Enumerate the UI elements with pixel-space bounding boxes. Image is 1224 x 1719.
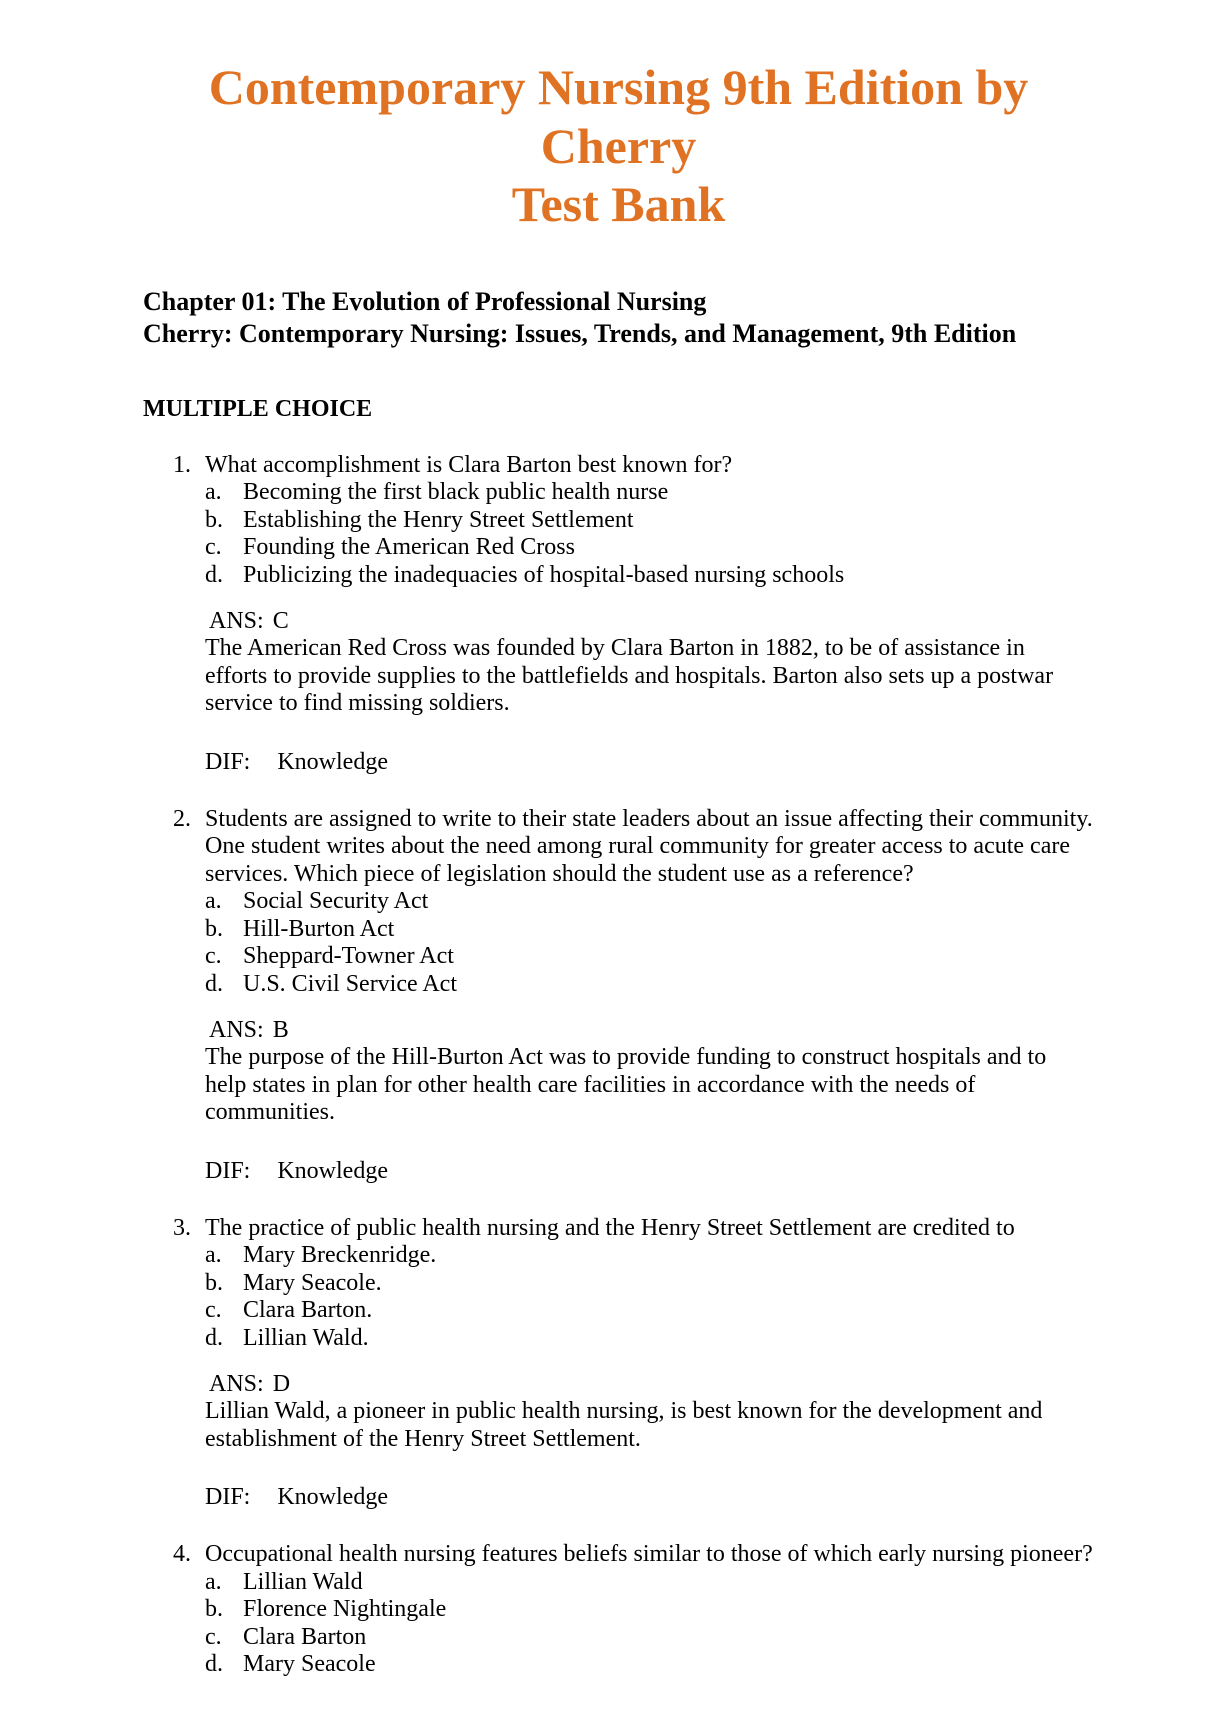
question-3 [143, 1215, 1094, 1512]
question-1-answer-block [205, 608, 1094, 777]
question-2-row [143, 806, 1094, 1186]
difficulty-label: DIF: [205, 1158, 251, 1185]
question-2-option-a [205, 888, 1094, 916]
question-2-answer-block [205, 1017, 1094, 1186]
answer-label: ANS: [209, 607, 264, 634]
question-4-option-a [205, 1569, 1094, 1597]
question-2-difficulty-line [205, 1158, 1094, 1186]
option-text: Hill-Burton Act [243, 915, 395, 942]
option-letter: c. [205, 1623, 222, 1650]
question-2 [143, 806, 1094, 1186]
question-2-rationale: The purpose of the Hill-Burton Act was to provide funding to construct hospitals and to help states in plan for other health care facilities in accordance with the needs of communities. [205, 1044, 1047, 1126]
question-1-body [205, 452, 1094, 777]
option-letter: b. [205, 506, 223, 533]
question-3-option-a [205, 1242, 1094, 1270]
question-3-option-b [205, 1270, 1094, 1298]
question-1-text: What accomplishment is Clara Barton best known for? [205, 451, 733, 478]
question-4-row [143, 1541, 1094, 1679]
option-text: Establishing the Henry Street Settlement [243, 506, 634, 533]
option-letter: c. [205, 943, 222, 970]
answer-label: ANS: [209, 1370, 264, 1397]
question-3-difficulty-line [205, 1484, 1094, 1512]
option-text: Sheppard-Towner Act [243, 943, 454, 970]
chapter-block [143, 286, 1094, 351]
book-heading: Cherry: Contemporary Nursing: Issues, Trends, and Management, 9th Edition [143, 319, 1017, 348]
question-4-text: Occupational health nursing features beliefs similar to those of which early nursing pioneer? [205, 1540, 1093, 1567]
question-4-option-d [205, 1651, 1094, 1679]
option-letter: a. [205, 1568, 222, 1595]
option-letter: b. [205, 915, 223, 942]
option-letter: c. [205, 534, 222, 561]
question-4-option-c [205, 1624, 1094, 1652]
answer-value: C [272, 607, 289, 634]
option-letter: a. [205, 479, 222, 506]
question-1-row [143, 452, 1094, 777]
question-2-body [205, 806, 1094, 1186]
difficulty-label: DIF: [205, 748, 251, 775]
question-4-option-b [205, 1596, 1094, 1624]
question-1-option-c [205, 534, 1094, 562]
option-text: Becoming the first black public health nurse [243, 479, 669, 506]
question-3-number: 3. [173, 1214, 191, 1241]
option-text: U.S. Civil Service Act [243, 971, 457, 998]
answer-value: B [272, 1016, 289, 1043]
question-1-option-d [205, 562, 1094, 590]
question-4 [143, 1541, 1094, 1679]
question-1 [143, 452, 1094, 777]
question-1-rationale: The American Red Cross was founded by Clara Barton in 1882, to be of assistance in efforts to provide supplies to the battlefields and hospitals. Barton also sets up a postwar service to find missing soldiers. [205, 635, 1054, 717]
question-3-answer-block [205, 1371, 1094, 1512]
option-letter: b. [205, 1596, 223, 1623]
option-letter: c. [205, 1297, 222, 1324]
option-letter: b. [205, 1269, 223, 1296]
answer-label: ANS: [209, 1016, 264, 1043]
section-heading: MULTIPLE CHOICE [143, 395, 373, 422]
option-text: Lillian Wald. [243, 1325, 369, 1352]
option-letter: d. [205, 561, 223, 588]
question-3-answer-line [205, 1371, 1094, 1399]
question-1-difficulty-line [205, 749, 1094, 777]
question-1-number: 1. [173, 451, 191, 478]
document-title [143, 58, 1094, 234]
option-text: Mary Seacole. [243, 1269, 382, 1296]
question-1-answer-line [205, 608, 1094, 636]
option-text: Founding the American Red Cross [243, 534, 575, 561]
question-2-answer-line [205, 1017, 1094, 1045]
question-3-text: The practice of public health nursing and the Henry Street Settlement are credited to [205, 1214, 1015, 1241]
chapter-heading: Chapter 01: The Evolution of Professional Nursing [143, 286, 707, 316]
option-text: Lillian Wald [243, 1568, 363, 1595]
option-letter: d. [205, 1651, 223, 1678]
option-letter: d. [205, 971, 223, 998]
difficulty-label: DIF: [205, 1484, 251, 1511]
document-title-line1: Contemporary Nursing 9th Edition by Cherry [208, 59, 1029, 174]
answer-value: D [272, 1370, 291, 1397]
question-1-option-b [205, 507, 1094, 535]
option-letter: d. [205, 1325, 223, 1352]
question-2-option-c [205, 943, 1094, 971]
question-1-option-a [205, 479, 1094, 507]
question-2-option-b [205, 916, 1094, 944]
difficulty-value: Knowledge [277, 1158, 388, 1185]
difficulty-value: Knowledge [277, 748, 388, 775]
option-text: Clara Barton [243, 1623, 367, 1650]
question-3-option-d [205, 1325, 1094, 1353]
question-3-rationale: Lillian Wald, a pioneer in public health nursing, is best known for the development and establishment of the Henry Street Settlement. [205, 1398, 1043, 1452]
option-text: Mary Seacole [243, 1651, 376, 1678]
option-text: Clara Barton. [243, 1297, 373, 1324]
question-4-number: 4. [173, 1540, 191, 1567]
document-title-line2: Test Bank [511, 176, 726, 232]
option-text: Social Security Act [243, 888, 429, 915]
option-text: Publicizing the inadequacies of hospital-based nursing schools [243, 561, 845, 588]
question-2-number: 2. [173, 805, 191, 832]
option-text: Florence Nightingale [243, 1596, 447, 1623]
question-3-option-c [205, 1297, 1094, 1325]
option-letter: a. [205, 1242, 222, 1269]
question-2-text: Students are assigned to write to their state leaders about an issue affecting their community. One student writes about the need among rural community for greater access to acute care services. Which piece of legislation should the student use as a reference? [205, 805, 1093, 887]
question-3-body [205, 1215, 1094, 1512]
option-text: Mary Breckenridge. [243, 1242, 437, 1269]
difficulty-value: Knowledge [277, 1484, 388, 1511]
question-4-body [205, 1541, 1094, 1679]
question-3-row [143, 1215, 1094, 1512]
option-letter: a. [205, 888, 222, 915]
question-2-option-d [205, 971, 1094, 999]
